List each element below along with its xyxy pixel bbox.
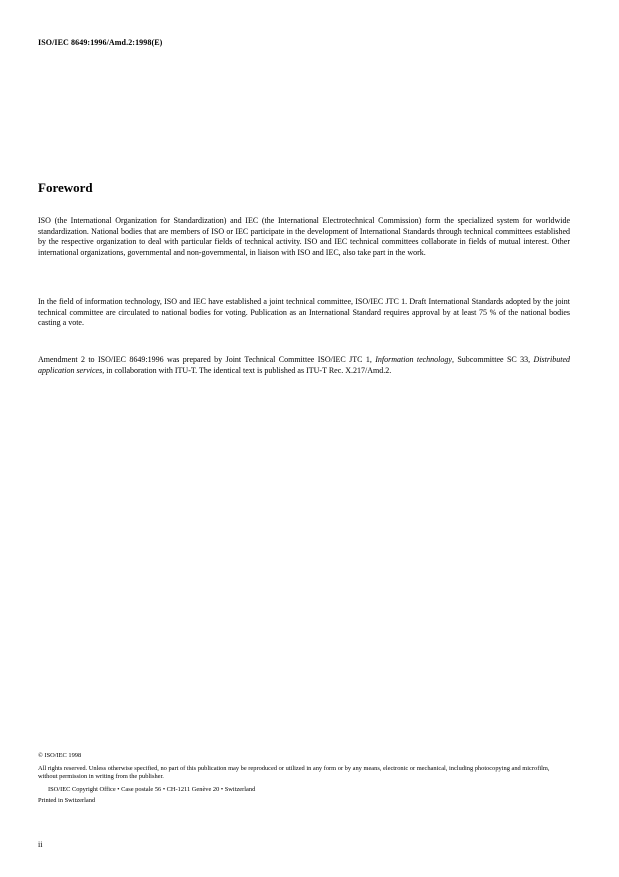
foreword-paragraph-2: In the field of information technology, ISO and IEC have established a joint technical committee, ISO/IEC JTC 1. Draft International Standards adopted by the joint technical committee are circulated to national bodies for voting. Publication as an International Standard requires approval by at least 75 % of the national bodies casting a vote. bbox=[38, 297, 570, 327]
foreword-paragraph-1: ISO (the International Organization for Standardization) and IEC (the International Electrotechnical Commission) form the specialized system for worldwide standardization. National bodies that are members of ISO or IEC participate in the development of International Standards through technical committees established by the respective organization to deal with particular fields of technical activity. ISO and IEC technical committees collaborate in fields of mutual interest. Other international organizations, governmental and non-governmental, in liaison with ISO and IEC, also take part in the work. bbox=[38, 216, 570, 257]
copyright-notice: © ISO/IEC 1998 bbox=[38, 752, 82, 759]
subcommittee-name: Distributed application services bbox=[38, 355, 570, 375]
paragraph-3-text-2: , Subcommittee SC 33, bbox=[451, 355, 534, 364]
paragraph-3-text-3: , in collaboration with ITU-T. The identical text is published as ITU-T Rec. X.217/Amd.2. bbox=[102, 365, 392, 375]
copyright-office-address: ISO/IEC Copyright Office • Case postale 56 • CH-1211 Genève 20 • Switzerland bbox=[48, 786, 256, 793]
printed-location: Printed in Switzerland bbox=[38, 797, 96, 804]
committee-name: Information technology bbox=[375, 355, 452, 364]
paragraph-3-text-1: Amendment 2 to ISO/IEC 8649:1996 was prepared by Joint Technical Committee ISO/IEC JTC 1, bbox=[38, 355, 376, 364]
document-identifier: ISO/IEC 8649:1996/Amd.2:1998(E) bbox=[38, 38, 163, 47]
foreword-paragraph-3 bbox=[38, 355, 570, 376]
rights-statement: All rights reserved. Unless otherwise specified, no part of this publication may be reproduced or utilized in any form or by any means, electronic or mechanical, including photocopying and microfilm, without permission in writing from the publisher. bbox=[38, 765, 550, 780]
section-title-foreword: Foreword bbox=[38, 180, 93, 195]
page-number: ii bbox=[38, 840, 43, 849]
